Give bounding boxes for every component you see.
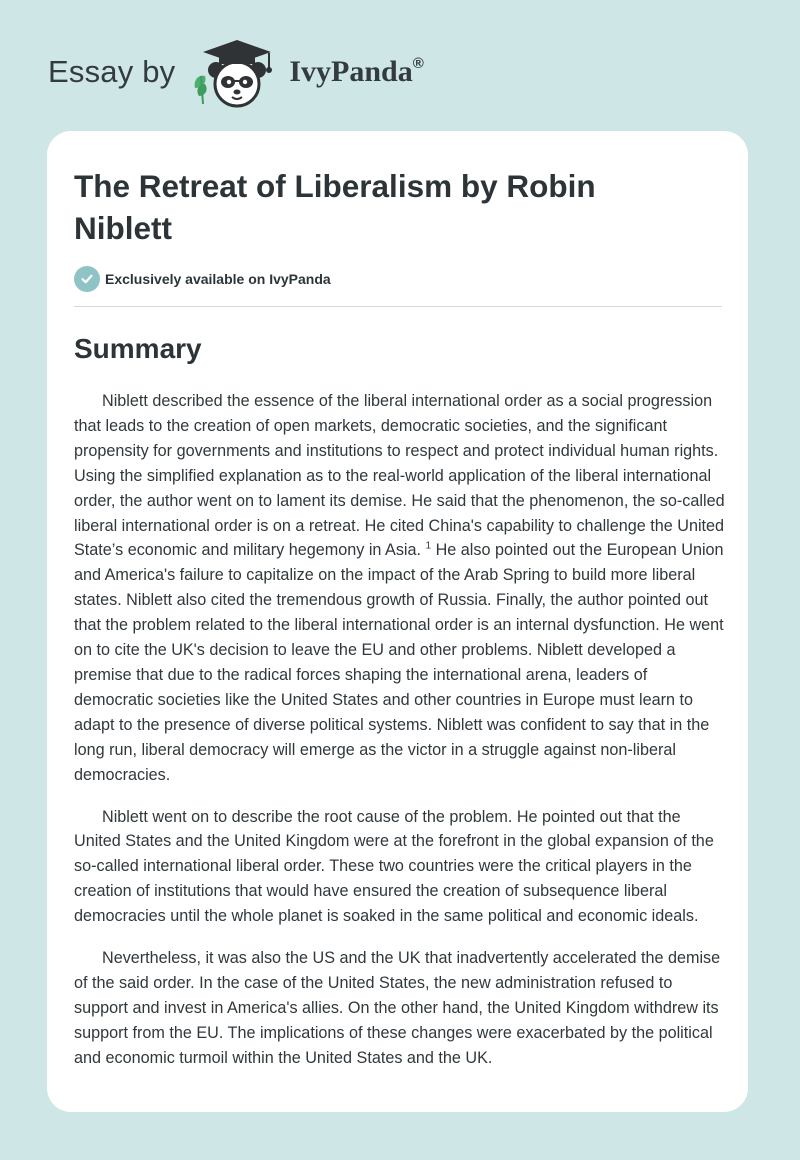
paragraph-2: Niblett went on to describe the root cause of the problem. He pointed out that the United States and the United Kingdom were at the forefront in the global expansion of the so-called international liberal order. These two countries were the critical players in the creation of institutions that would have ensured the creation of subsequence liberal democracies until the whole planet is soaked in the same political and economic ideals. [74, 807, 714, 926]
essay-title: The Retreat of Liberalism by Robin Niblett [74, 168, 596, 246]
checkmark-icon [74, 266, 100, 292]
essay-card [47, 131, 748, 1112]
exclusive-badge [74, 265, 721, 293]
divider [74, 306, 722, 307]
footnote-link-1[interactable]: 1 [425, 541, 432, 553]
site-header [48, 36, 424, 108]
panda-graduate-icon[interactable] [189, 36, 285, 108]
exclusive-badge-text: Exclusively available on IvyPanda [105, 271, 331, 287]
paragraph-1 [74, 389, 726, 788]
paragraph-3: Nevertheless, it was also the US and the UK that inadvertently accelerated the demise of the said order. In the case of the United States, the new administration refused to support and invest in America's allies. On the other hand, the United Kingdom withdrew its support from the EU. The implications of these changes were exacerbated by the political and economic turmoil within the United States and the UK. [74, 949, 721, 1067]
essay-by-label: Essay by [48, 54, 176, 89]
registered-mark: ® [412, 55, 424, 72]
paragraph-1-part-b: He also pointed out the European Union and America's failure to capitalize on the impact of the Arab Spring to build more liberal states. Niblett also cited the tremendous growth of Russia. Finally, the author pointed out that the problem related to the liberal international order is an internal dysfunction. He went on to cite the UK's decision to leave the EU and other problems. Niblett developed a premise that due to the radical forces shaping the international arena, leaders of democratic societies like the United States and other countries in Europe must learn to adapt to the presence of diverse political systems. Niblett was confident to say that in the long run, liberal democracy will emerge as the victor in a struggle against non-liberal democracies. [74, 541, 724, 784]
paragraph-1-part-a: Niblett described the essence of the liberal international order as a social progression that leads to the creation of open markets, democratic societies, and the significant propensity for governments and institutions to respect and protect individual human rights. Using the simplified explanation as to the real-world application of the liberal international order, the author went on to lament its demise. He said that the phenomenon, the so-called liberal international order is on a retreat. He cited China's capability to challenge the United State’s economic and military hegemony in Asia. [74, 392, 725, 560]
brand-name[interactable] [289, 55, 423, 89]
brand-name-text: IvyPanda [289, 55, 413, 88]
section-heading-summary: Summary [74, 333, 202, 364]
